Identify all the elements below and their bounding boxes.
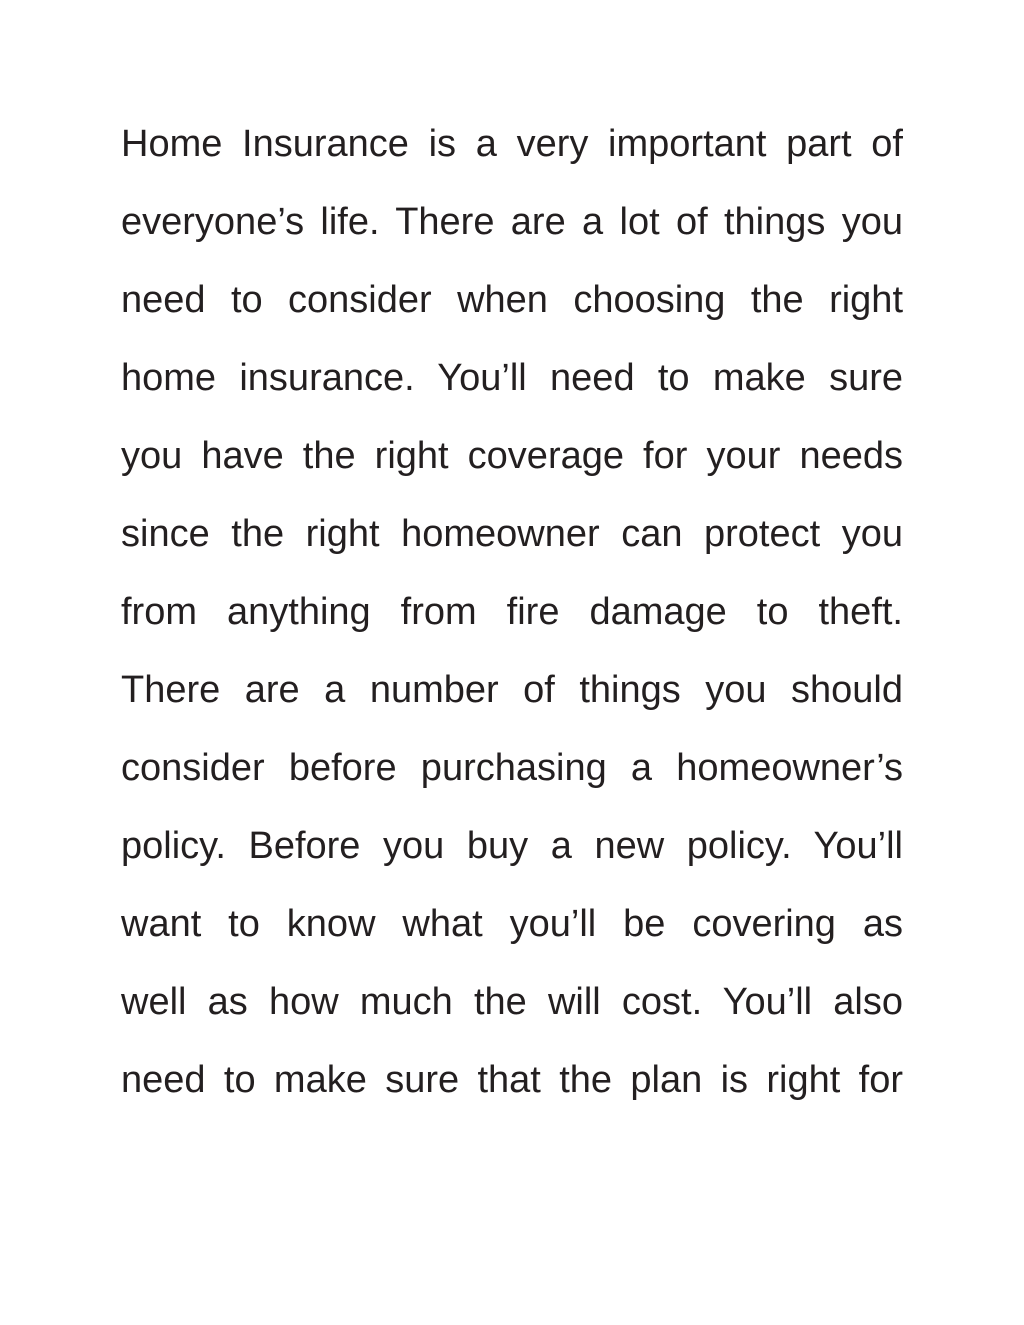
- paragraph-line: from anything from fire damage to theft.: [121, 591, 903, 633]
- paragraph-line: want to know what you’ll be covering as: [121, 903, 903, 945]
- paragraph-line: Home Insurance is a very important part of: [121, 123, 903, 165]
- paragraph-line: since the right homeowner can protect you: [121, 513, 903, 555]
- paragraph-line: well as how much the will cost. You’ll also: [121, 981, 903, 1023]
- paragraph-line: policy. Before you buy a new policy. You’ll: [121, 825, 903, 867]
- body-paragraph: [121, 115, 903, 1129]
- paragraph-line: There are a number of things you should: [121, 669, 903, 711]
- paragraph-line: everyone’s life. There are a lot of things you: [121, 201, 903, 243]
- paragraph-line: need to make sure that the plan is right for: [121, 1059, 903, 1101]
- paragraph-line: need to consider when choosing the right: [121, 279, 903, 321]
- paragraph-line: home insurance. You’ll need to make sure: [121, 357, 903, 399]
- paragraph-line: consider before purchasing a homeowner’s: [121, 747, 903, 789]
- paragraph-line: you have the right coverage for your needs: [121, 435, 903, 477]
